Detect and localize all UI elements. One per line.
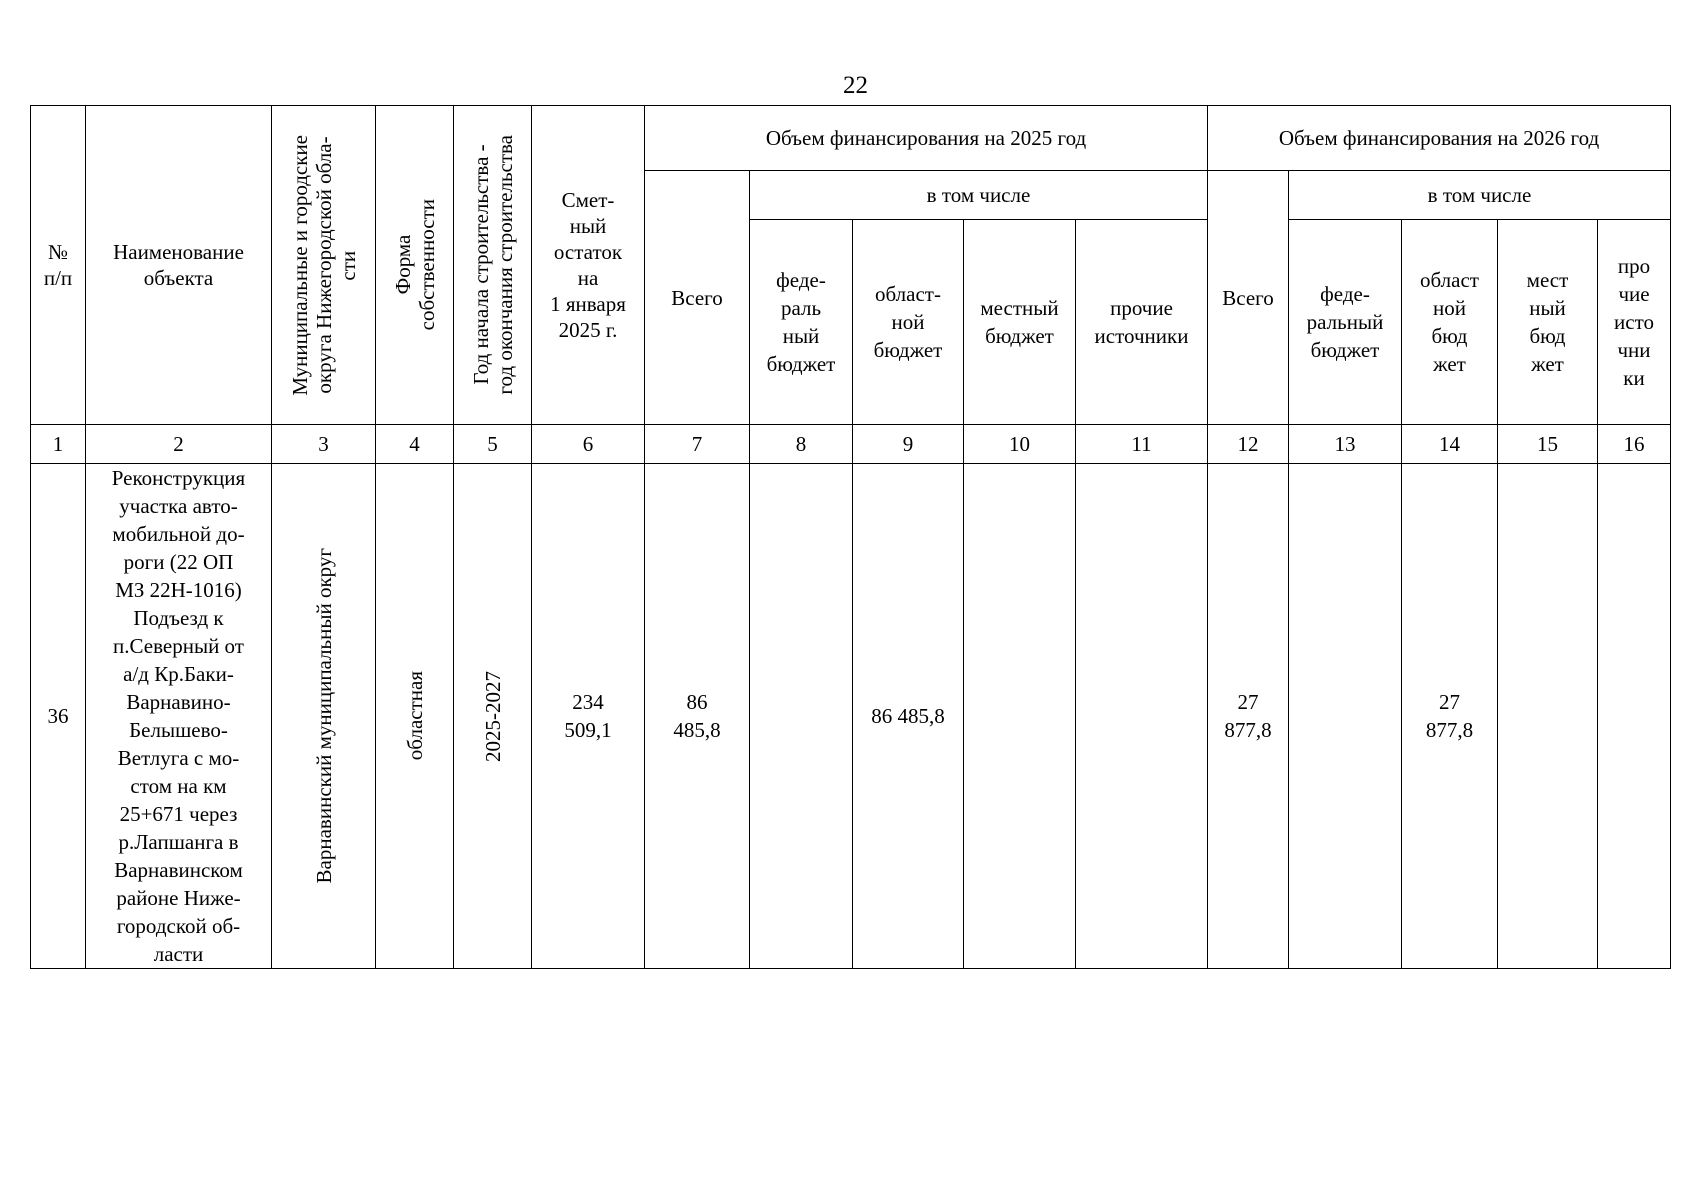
column-number: 9 [853, 425, 964, 464]
column-number: 7 [645, 425, 750, 464]
column-number: 8 [750, 425, 853, 464]
total-2025-cell: 86 485,8 [645, 464, 750, 969]
ownership-value: областная [402, 671, 427, 761]
column-number: 14 [1402, 425, 1498, 464]
district-cell [272, 464, 376, 969]
header-regional-2025: област- ной бюджет [853, 220, 964, 425]
column-number: 2 [86, 425, 272, 464]
balance-cell: 234 509,1 [532, 464, 645, 969]
header-including-2026: в том числе [1289, 171, 1671, 220]
header-districts: Муниципальные и городские округа Нижегородской обла- сти [272, 106, 376, 425]
header-other-2026: про чие исто чни ки [1598, 220, 1671, 425]
table-row [31, 464, 1671, 969]
column-number: 5 [454, 425, 532, 464]
column-number: 15 [1498, 425, 1598, 464]
federal-2026-cell [1289, 464, 1402, 969]
column-number: 11 [1076, 425, 1208, 464]
header-federal-2025: феде- раль ный бюджет [750, 220, 853, 425]
other-2025-cell [1076, 464, 1208, 969]
header-balance: Смет- ный остаток на 1 января 2025 г. [532, 106, 645, 425]
object-name: Реконструкция участка авто- мобильной до- роги (22 ОП МЗ 22Н-1016) Подъезд к п.Северный от а/д Кр.Баки- Варнавино- Белышево- Ветлуга с мо- стом на км 25+671 через р.Лапшанга в Варнавинском районе Ниже- городской об- ласти [86, 464, 272, 969]
header-including-2025: в том числе [750, 171, 1208, 220]
regional-2025-cell: 86 485,8 [853, 464, 964, 969]
local-2025-cell [964, 464, 1076, 969]
years-value: 2025-2027 [480, 670, 505, 762]
header-ownership: Форма собственности [376, 106, 454, 425]
column-number: 1 [31, 425, 86, 464]
column-number: 12 [1208, 425, 1289, 464]
column-number: 3 [272, 425, 376, 464]
header-row-1 [31, 106, 1671, 171]
header-group-2026: Объем финансирования на 2026 год [1208, 106, 1671, 171]
header-name: Наименование объекта [86, 106, 272, 425]
total-2026-cell: 27 877,8 [1208, 464, 1289, 969]
page-number: 22 [843, 72, 868, 99]
column-numbers-row [31, 425, 1671, 464]
row-num: 36 [31, 464, 86, 969]
header-total-2026: Всего [1208, 171, 1289, 425]
header-local-2026: мест ный бюд жет [1498, 220, 1598, 425]
header-num: № п/п [31, 106, 86, 425]
financing-table [30, 105, 1671, 969]
header-federal-2026: феде- ральный бюджет [1289, 220, 1402, 425]
column-number: 13 [1289, 425, 1402, 464]
header-regional-2026: област ной бюд жет [1402, 220, 1498, 425]
header-group-2025: Объем финансирования на 2025 год [645, 106, 1208, 171]
district-name: Варнавинский муниципальный округ [311, 548, 336, 884]
regional-2026-cell: 27 877,8 [1402, 464, 1498, 969]
column-number: 6 [532, 425, 645, 464]
header-years: Год начала строительства - год окончания строительства [454, 106, 532, 425]
header-local-2025: местный бюджет [964, 220, 1076, 425]
other-2026-cell [1598, 464, 1671, 969]
column-number: 10 [964, 425, 1076, 464]
header-other-2025: прочие источники [1076, 220, 1208, 425]
column-number: 4 [376, 425, 454, 464]
years-cell [454, 464, 532, 969]
local-2026-cell [1498, 464, 1598, 969]
column-number: 16 [1598, 425, 1671, 464]
federal-2025-cell [750, 464, 853, 969]
ownership-cell [376, 464, 454, 969]
header-total-2025: Всего [645, 171, 750, 425]
